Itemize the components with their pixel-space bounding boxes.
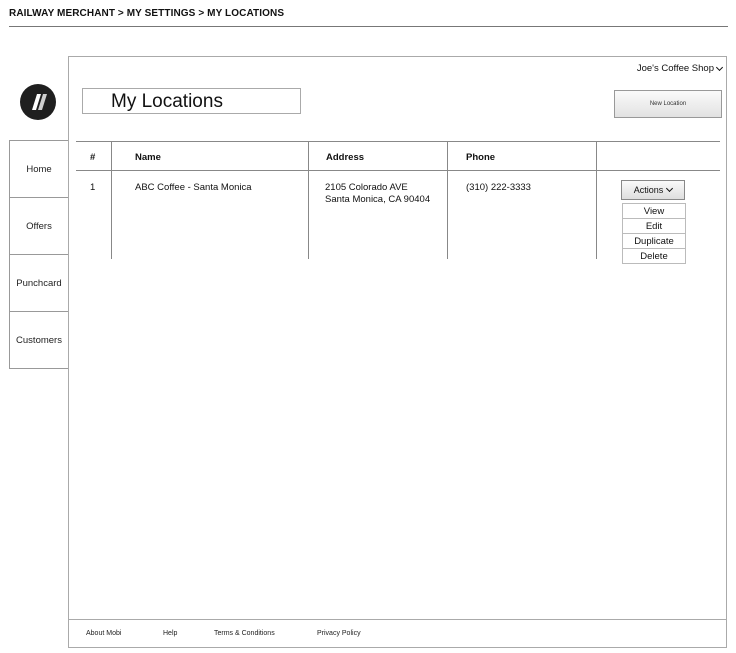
column-header-address: Address [326,152,365,163]
main-panel [68,56,727,648]
table-header-border [76,170,720,171]
action-edit[interactable]: Edit [622,218,686,234]
sidebar-item-home[interactable]: Home [9,140,68,198]
column-divider [596,141,597,259]
table-top-border [76,141,720,142]
column-divider [111,141,112,259]
sidebar-item-customers[interactable]: Customers [9,311,68,369]
chevron-down-icon [666,185,673,192]
page-title: My Locations [82,88,301,114]
footer-link-privacy[interactable]: Privacy Policy [317,630,361,637]
column-header-number: # [90,152,96,163]
footer-link-terms[interactable]: Terms & Conditions [214,630,275,637]
actions-menu [622,203,686,264]
breadcrumb: RAILWAY MERCHANT > MY SETTINGS > MY LOCATIONS [9,8,285,19]
column-header-name: Name [135,152,161,163]
shop-selector[interactable] [637,63,722,74]
header-divider [9,26,728,27]
row-address [325,182,430,206]
footer-divider [69,619,726,620]
row-number: 1 [90,182,96,193]
footer-link-help[interactable]: Help [163,630,178,637]
action-view[interactable]: View [622,203,686,219]
footer-link-about[interactable]: About Mobi [86,630,122,637]
row-phone: (310) 222-3333 [466,182,531,193]
row-address-line2: Santa Monica, CA 90404 [325,194,431,205]
sidebar-item-offers[interactable]: Offers [9,197,68,255]
row-location-name: ABC Coffee - Santa Monica [135,182,252,193]
row-address-line1: 2105 Colorado AVE [325,182,408,193]
action-duplicate[interactable]: Duplicate [622,233,686,249]
column-header-phone: Phone [466,152,496,163]
column-divider [308,141,309,259]
brand-logo-icon[interactable] [20,84,56,120]
chevron-down-icon [716,63,723,70]
column-divider [447,141,448,259]
sidebar-item-punchcard[interactable]: Punchcard [9,254,68,312]
sidebar-nav [9,140,68,369]
action-delete[interactable]: Delete [622,248,686,264]
new-location-button[interactable]: New Location [614,90,722,118]
actions-dropdown-button[interactable] [621,180,685,200]
actions-label: Actions [633,185,664,195]
shop-selector-label: Joe's Coffee Shop [636,63,714,74]
